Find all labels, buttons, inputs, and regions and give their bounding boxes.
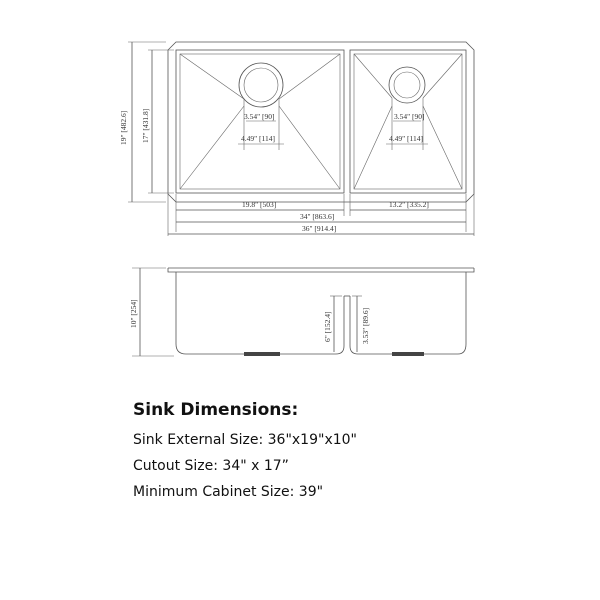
right-bowl-inner [354,54,462,189]
left-bowl-outline [176,50,344,193]
sink-outer-rim [168,42,474,202]
left-drain-flange-label: 4.49" [114] [241,134,276,143]
left-drain-inner [244,68,278,102]
right-drain-diameter-label: 3.54" [90] [394,112,425,121]
right-divider-height-label: 3.53" [89.6] [361,307,370,344]
external-size: Sink External Size: 36"x19"x10" [133,432,357,448]
side-view [129,268,474,356]
cutout-size: Cutout Size: 34" x 17” [133,458,289,474]
right-drain-inner [394,72,420,98]
outer-width-label: 36" [914.4] [302,224,337,233]
right-drain-flange-label: 4.49" [114] [389,134,424,143]
cutout-width-label: 34" [863.6] [300,212,335,221]
sink-specs [133,400,357,510]
left-drain-diameter-label: 3.54" [90] [244,112,275,121]
outer-height-label: 19" [482.6] [119,110,128,145]
left-bowl-profile [176,272,344,354]
left-drain-outer [239,63,283,107]
left-drain-profile [244,352,280,356]
top-view [119,42,474,236]
inner-height-label: 17" [431.8] [141,108,150,143]
left-bowl-inner [180,54,340,189]
right-drain-outer [389,67,425,103]
cabinet-size: Minimum Cabinet Size: 39" [133,484,324,500]
right-drain-profile [392,352,424,356]
depth-label: 10" [254] [129,299,138,328]
left-divider-height-label: 6" [152.4] [323,311,332,342]
right-bowl-width-label: 13.2" [335.2] [389,200,429,209]
left-bowl-width-label: 19.8" [503] [242,200,277,209]
right-bowl-outline [350,50,466,193]
specs-heading: Sink Dimensions: [133,400,299,420]
